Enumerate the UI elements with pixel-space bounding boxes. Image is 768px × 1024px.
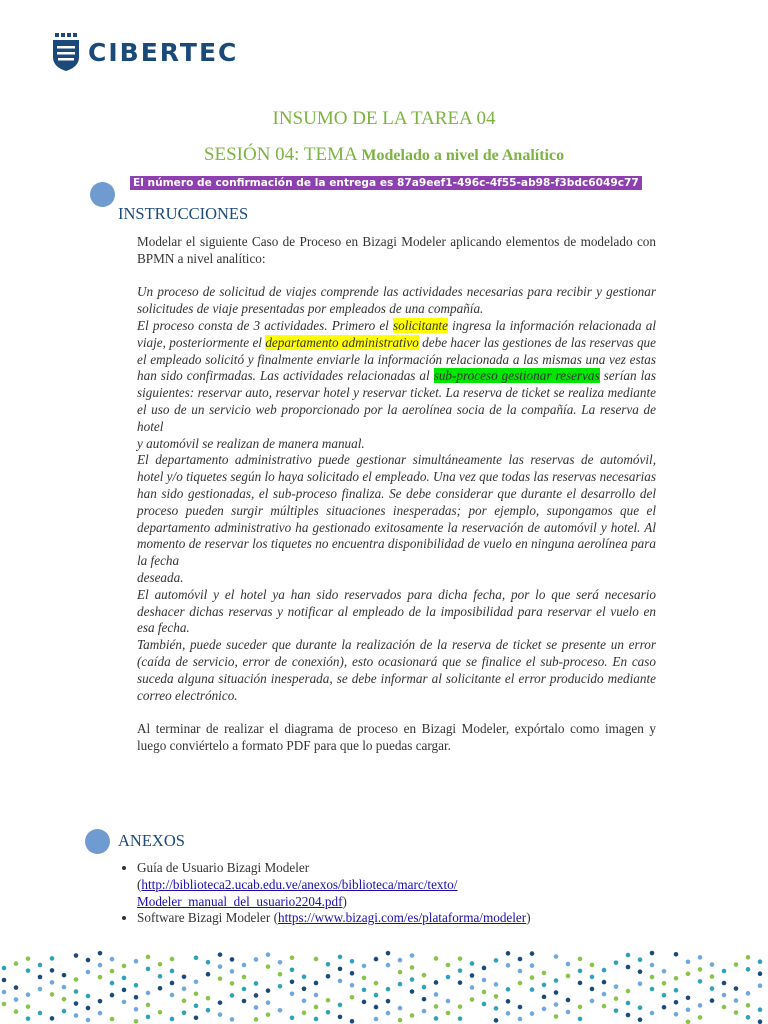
- instructions-body: [137, 234, 656, 755]
- cibertec-logo: [52, 33, 238, 71]
- highlight-subproceso: sub-proceso gestionar reservas: [433, 368, 600, 384]
- instructions-heading: INSTRUCCIONES: [118, 204, 249, 223]
- case-paragraph-6: El automóvil y el hotel ya han sido reservados para dicha fecha, por lo que será necesario deshacer dichas reservas y notificar al empleado de la imposibilidad para reservar el vuelo en esa fecha.: [137, 586, 656, 636]
- confirmation-banner: El número de confirmación de la entrega es 87a9eef1-496c-4f55-ab98-f3bdc6049c77: [130, 176, 642, 190]
- section-bullet-icon: [90, 182, 115, 207]
- software-link[interactable]: https://www.bizagi.com/es/plataforma/modeler: [278, 910, 527, 926]
- intro-paragraph: Modelar el siguiente Caso de Proceso en Bizagi Modeler aplicando elementos de modelado con BPMN a nivel analítico:: [137, 234, 656, 266]
- shield-logo-icon: [52, 33, 80, 71]
- anexos-list: [117, 860, 677, 927]
- list-item: • Guía de Usuario Bizagi Modeler (http://biblioteca2.ucab.edu.ve/anexos/biblioteca/marc/texto/ Modeler_manual_del_usuario2204.pdf): [137, 860, 677, 910]
- section-bullet-icon: [85, 829, 110, 854]
- case-paragraph-4: El departamento administrativo puede gestionar simultáneamente las reservas de automóvil, hotel y/o tiquetes según lo haya solicitado el empleado. Una vez que todas las reservas necesarias han sido gestionadas, el sub-proceso finaliza. Se debe considerar que durante el desarrollo del proceso pueden surgir múltiples situaciones inesperadas; por ejemplo, supongamos que el departamento administrativo ha gestionado exitosamente la reservación de automóvil y hotel. Al momento de reservar los tiquetes no encuentra disponibilidad de vuelo en ninguna aerolínea para la fecha: [137, 452, 656, 569]
- document-title: INSUMO DE LA TAREA 04: [272, 108, 496, 129]
- highlight-solicitante: solicitante: [393, 317, 448, 333]
- session-title: [0, 144, 768, 166]
- case-paragraph-7: También, puede suceder que durante la realización de la reserva de ticket se presente un error (caída de servicio, error de conexión), esto ocasionará que se finalice el sub-proceso. En caso suceda alguna situación inesperada, se debe informar al solicitante el error producido mediante correo electrónico.: [137, 637, 656, 703]
- case-paragraph-3: y automóvil se realizan de manera manual.: [137, 435, 365, 451]
- case-paragraph-1: Un proceso de solicitud de viajes comprende las actividades necesarias para recibir y gestionar solicitudes de viaje presentadas por empleados de una compañía.: [137, 284, 656, 317]
- session-label: SESIÓN 04: TEMA: [203, 144, 362, 165]
- session-topic: Modelado a nivel de Analítico: [361, 147, 565, 164]
- decorative-dot-pattern: [0, 948, 768, 1024]
- highlight-departamento: departamento administrativo: [265, 334, 419, 350]
- case-paragraph-5: deseada.: [137, 569, 184, 585]
- manual-link[interactable]: http://biblioteca2.ucab.edu.ve/anexos/biblioteca/marc/texto/ Modeler_manual_del_usuario2204.pdf: [137, 876, 458, 909]
- list-item: • Software Bizagi Modeler (https://www.bizagi.com/es/plataforma/modeler): [137, 910, 677, 927]
- case-paragraph-2: El proceso consta de 3 actividades. Primero el solicitante ingresa la información relacionada al viaje, posteriormente el departamento administrativo debe hacer las gestiones de las reservas que el empleado solicitó y finalmente enviarle la información relacionada a las mismas una vez estas han sido confirmadas. Las actividades relacionadas al sub-proceso gestionar reservas serían las siguientes: reservar auto, reservar hotel y reservar ticket. La reserva de ticket se realiza mediante el uso de un servicio web proporcionado por la aerolínea socia de la compañía. La reserva de hotel: [137, 317, 657, 434]
- logo-text: CIBERTEC: [88, 37, 239, 67]
- anexos-heading: ANEXOS: [118, 831, 185, 850]
- closing-paragraph: Al terminar de realizar el diagrama de proceso en Bizagi Modeler, expórtalo como imagen y luego conviértelo a formato PDF para que lo puedas cargar.: [137, 721, 656, 753]
